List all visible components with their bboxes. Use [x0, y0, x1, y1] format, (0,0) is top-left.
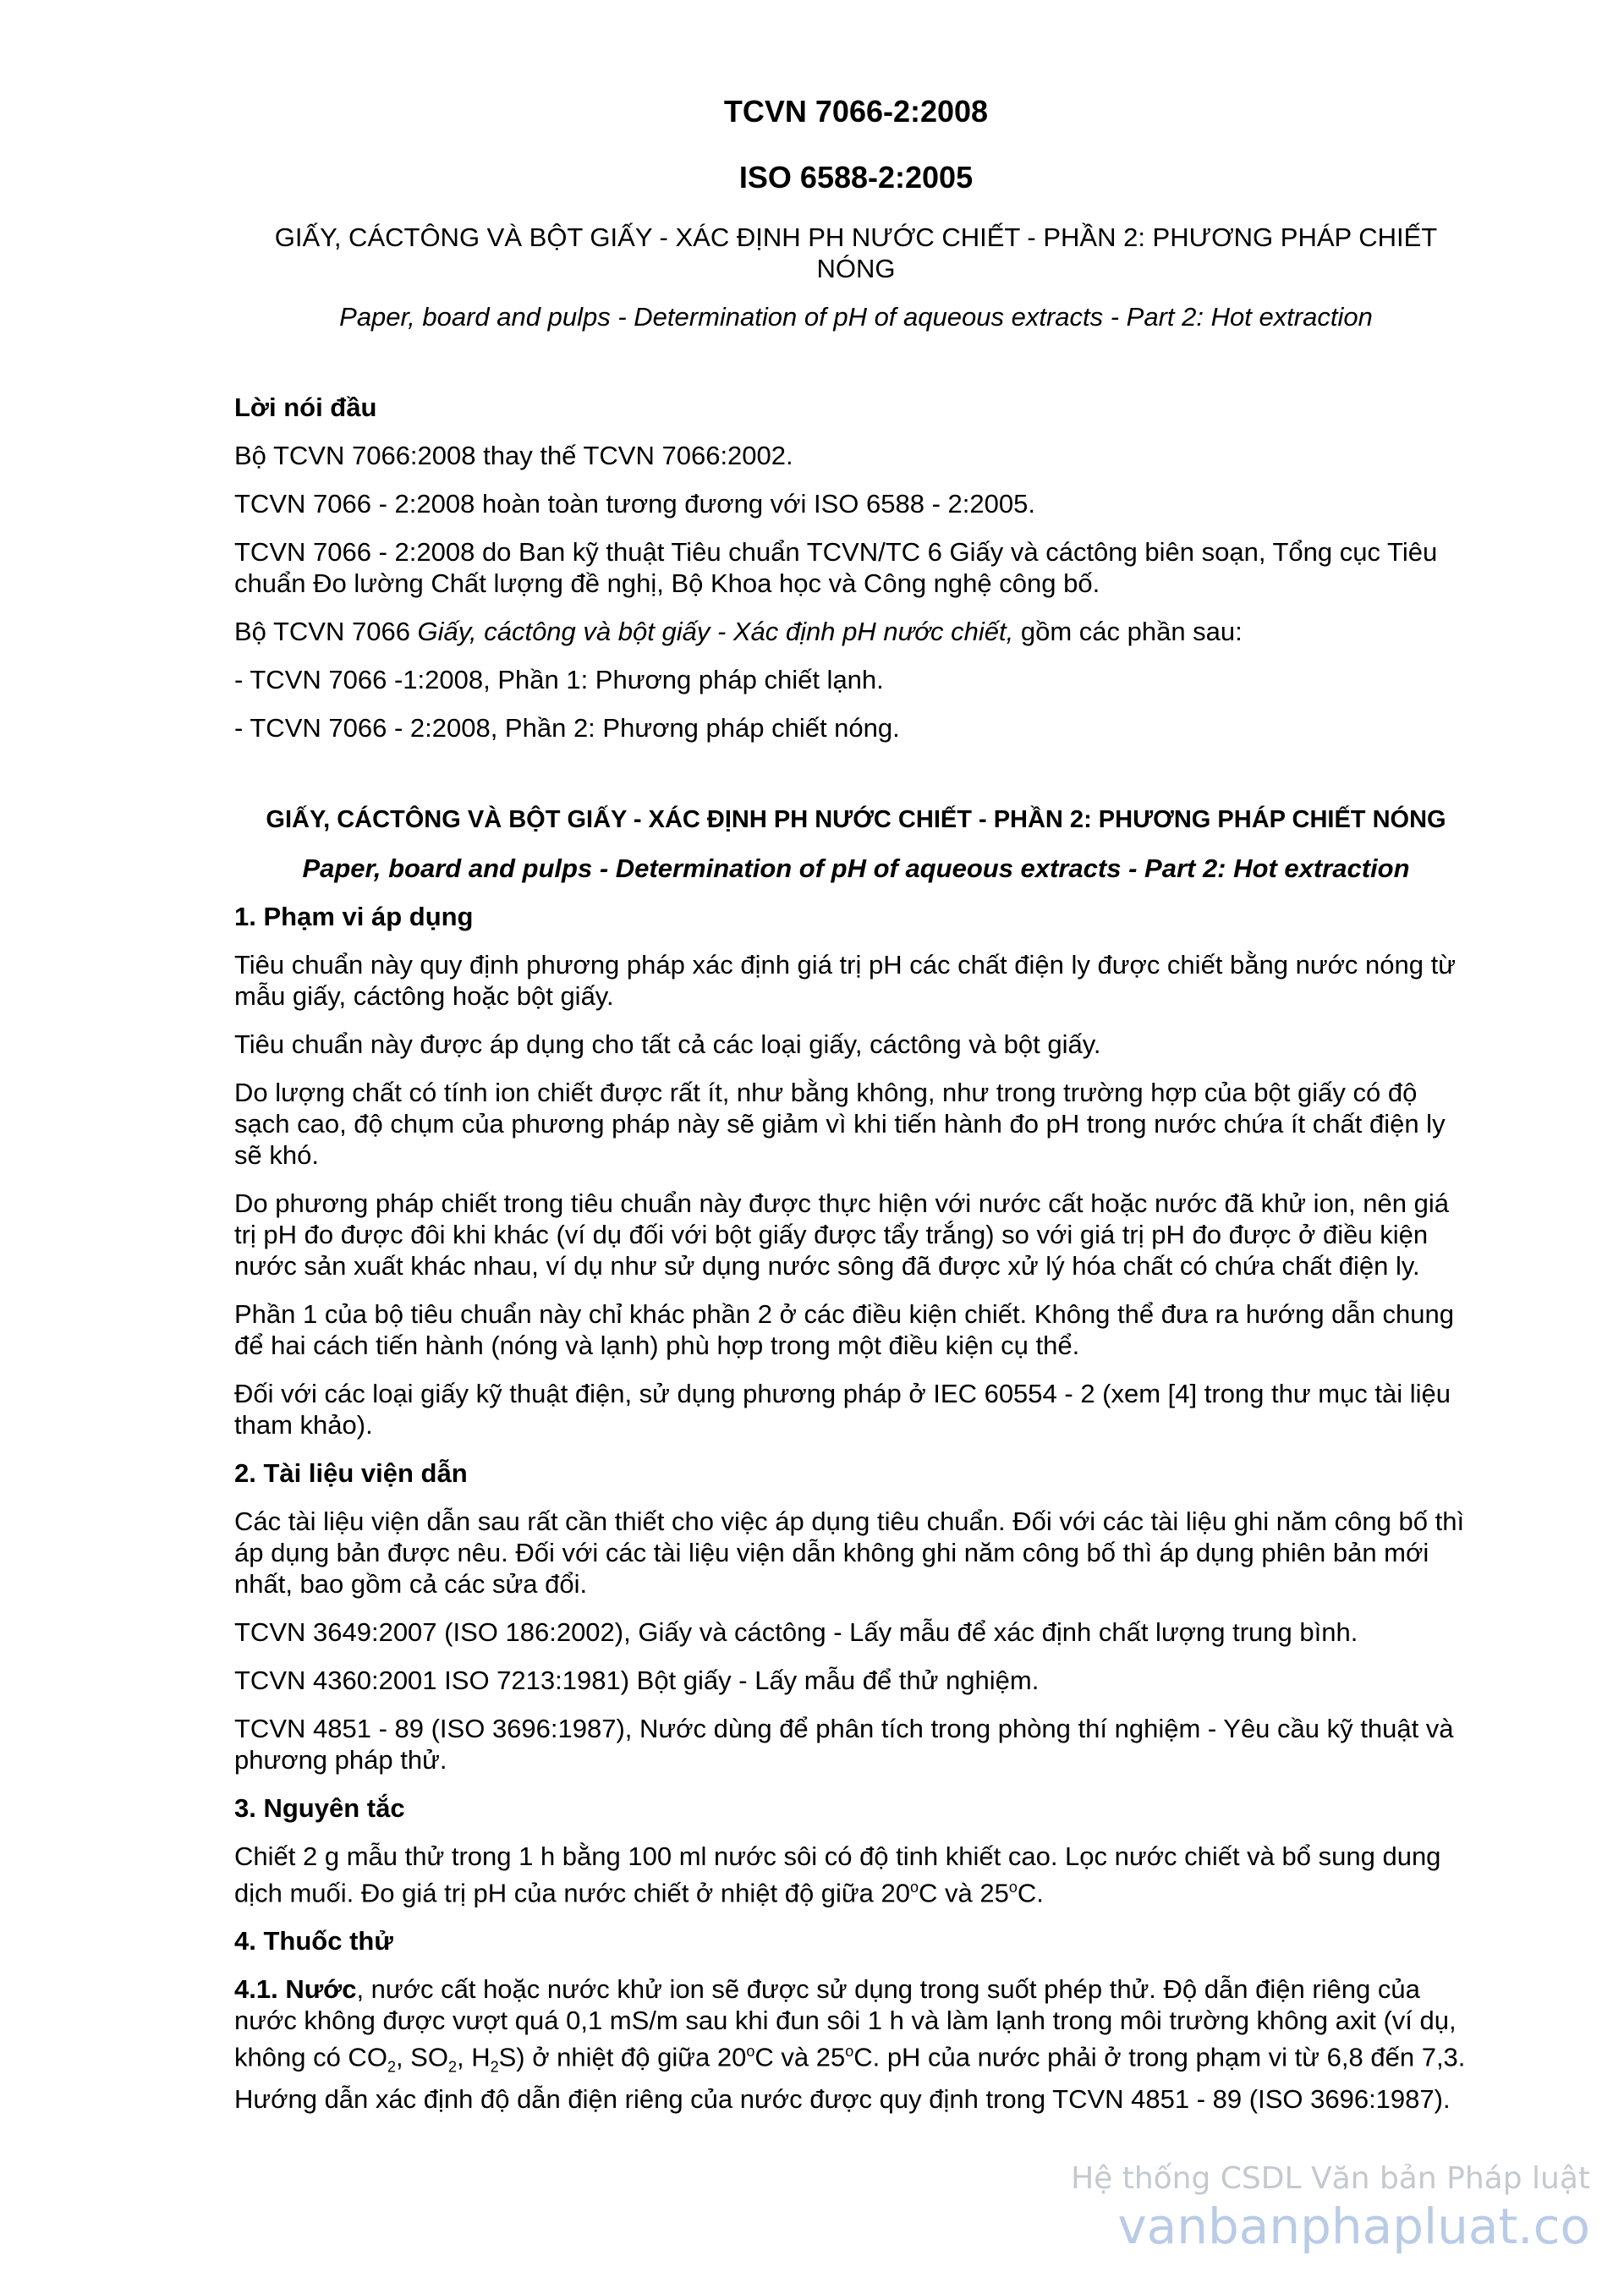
foreword-italic-title: Giấy, cáctông và bột giấy - Xác định pH nước chiết,	[417, 617, 1014, 646]
degree-sign: o	[1008, 1879, 1018, 1896]
section-heading: 1. Phạm vi áp dụng	[234, 902, 474, 931]
section-heading: 2. Tài liệu viện dẫn	[234, 1458, 468, 1488]
foreword-paragraph: TCVN 7066 - 2:2008 hoàn toàn tương đương với ISO 6588 - 2:2005.	[234, 489, 1035, 519]
section-heading: 4. Thuốc thử	[234, 1926, 393, 1956]
foreword-heading: Lời nói đầu	[234, 392, 377, 422]
subscript: 2	[447, 2058, 457, 2076]
standard-code-tcvn: TCVN 7066-2:2008	[723, 94, 989, 129]
section-paragraph: TCVN 4851 - 89 (ISO 3696:1987), Nước dùng để phân tích trong phòng thí nghiệm - Yêu cầu kỹ thuật và phương pháp thử.	[234, 1714, 1454, 1775]
document-page	[234, 91, 1478, 2132]
watermark-site: vanbanphapluat.co	[1117, 2198, 1590, 2255]
section-paragraph: Tiêu chuẩn này được áp dụng cho tất cả các loại giấy, cáctông và bột giấy.	[234, 1029, 1101, 1059]
text-run: Chiết 2 g mẫu thử trong 1 h bằng 100 ml nước sôi có độ tinh khiết cao. Lọc nước chiết và bổ sung dung dịch muối. Đo giá trị pH của nước chiết ở nhiệt độ giữa 20	[234, 1841, 1441, 1908]
section-paragraph	[234, 1973, 1478, 2115]
text-run: S) ở nhiệt độ giữa 20	[498, 2042, 747, 2072]
subscript: 2	[490, 2058, 499, 2076]
watermark	[1071, 2161, 1590, 2256]
foreword-text: gồm các phần sau:	[1013, 617, 1243, 646]
text-run: C và 25	[919, 1878, 1009, 1908]
degree-sign: o	[910, 1879, 919, 1896]
text-run: , nước cất hoặc nước khử ion sẽ được sử dụng trong suốt phép thử. Độ dẫn điện riêng của nước không được vượt quá 0,1 mS/m sau khi đun sôi 1 h và làm lạnh trong môi trường không axit (ví dụ, không có CO	[234, 1974, 1457, 2072]
text-run: , H	[456, 2042, 491, 2072]
clause-label: 4.1. Nước	[234, 1974, 357, 2005]
degree-sign: o	[845, 2043, 854, 2061]
section-paragraph: Do phương pháp chiết trong tiêu chuẩn này được thực hiện với nước cất hoặc nước đã khử ion, nên giá trị pH đo được đôi khi khác (ví dụ đối với bột giấy được tẩy trắng) so với giá trị pH đo được ở điều kiện nước sản xuất khác nhau, ví dụ như sử dụng nước sông đã được xử lý hóa chất có chứa chất điện ly.	[234, 1188, 1449, 1281]
document-title-en: Paper, board and pulps - Determination of pH of aqueous extracts - Part 2: Hot extraction	[339, 302, 1373, 332]
section-paragraph: Các tài liệu viện dẫn sau rất cần thiết cho việc áp dụng tiêu chuẩn. Đối với các tài liệu ghi năm công bố thì áp dụng bản được nêu. Đối với các tài liệu viện dẫn không ghi năm công bố thì áp dụng phiên bản mới nhất, bao gồm cả các sửa đổi.	[234, 1506, 1465, 1599]
foreword-list-item: - TCVN 7066 -1:2008, Phần 1: Phương pháp chiết lạnh.	[234, 665, 884, 694]
section-paragraph: Do lượng chất có tính ion chiết được rất ít, như bằng không, như trong trường hợp của bột giấy có độ sạch cao, độ chụm của phương pháp này sẽ giảm vì khi tiến hành đo pH trong nước chứa ít chất điện ly sẽ khó.	[234, 1078, 1446, 1170]
degree-sign: o	[746, 2043, 755, 2061]
watermark-line1: Hệ thống CSDL Văn bản Pháp luật	[1071, 2161, 1590, 2196]
foreword-paragraph: Bộ TCVN 7066:2008 thay thế TCVN 7066:2002.	[234, 441, 793, 470]
foreword-paragraph	[234, 616, 1478, 647]
text-run: , SO	[395, 2042, 448, 2072]
section-paragraph: TCVN 4360:2001 ISO 7213:1981) Bột giấy - Lấy mẫu để thử nghiệm.	[234, 1666, 1040, 1695]
foreword-paragraph: TCVN 7066 - 2:2008 do Ban kỹ thuật Tiêu chuẩn TCVN/TC 6 Giấy và cáctông biên soạn, Tổng cục Tiêu chuẩn Đo lường Chất lượng đề nghị, Bộ Khoa học và Công nghệ công bố.	[234, 537, 1438, 598]
text-run: C. pH của nước phải ở trong phạm vi từ 6,8 đến 7,3. Hướng dẫn xác định độ dẫn điện riêng của nước được quy định trong TCVN 4851 - 89 (ISO 3696:1987).	[234, 2042, 1466, 2114]
standard-code-iso: ISO 6588-2:2005	[738, 160, 974, 195]
section-paragraph: TCVN 3649:2007 (ISO 186:2002), Giấy và cáctông - Lấy mẫu để xác định chất lượng trung bình.	[234, 1617, 1358, 1647]
section-heading: 3. Nguyên tắc	[234, 1793, 405, 1823]
subscript: 2	[387, 2058, 396, 2076]
main-title-en: Paper, board and pulps - Determination of pH of aqueous extracts - Part 2: Hot extraction	[302, 853, 1410, 883]
section-paragraph: Tiêu chuẩn này quy định phương pháp xác định giá trị pH các chất điện ly được chiết bằng nước nóng từ mẫu giấy, cáctông hoặc bột giấy.	[234, 950, 1456, 1011]
section-paragraph: Phần 1 của bộ tiêu chuẩn này chỉ khác phần 2 ở các điều kiện chiết. Không thể đưa ra hướng dẫn chung để hai cách tiến hành (nóng và lạnh) phù hợp trong một điều kiện cụ thể.	[234, 1299, 1454, 1360]
foreword-list-item: - TCVN 7066 - 2:2008, Phần 2: Phương pháp chiết nóng.	[234, 713, 900, 743]
section-paragraph: Đối với các loại giấy kỹ thuật điện, sử dụng phương pháp ở IEC 60554 - 2 (xem [4] trong thư mục tài liệu tham khảo).	[234, 1379, 1451, 1440]
foreword-text: Bộ TCVN 7066	[234, 617, 418, 646]
text-run: C.	[1017, 1878, 1044, 1908]
main-title-vi: GIẤY, CÁCTÔNG VÀ BỘT GIẤY - XÁC ĐỊNH PH NƯỚC CHIẾT - PHẦN 2: PHƯƠNG PHÁP CHIẾT NÓNG	[266, 806, 1446, 833]
section-paragraph	[234, 1841, 1478, 1908]
document-title-vi: GIẤY, CÁCTÔNG VÀ BỘT GIẤY - XÁC ĐỊNH PH NƯỚC CHIẾT - PHẦN 2: PHƯƠNG PHÁP CHIẾT NÓNG	[274, 222, 1438, 283]
text-run: C và 25	[754, 2042, 846, 2072]
